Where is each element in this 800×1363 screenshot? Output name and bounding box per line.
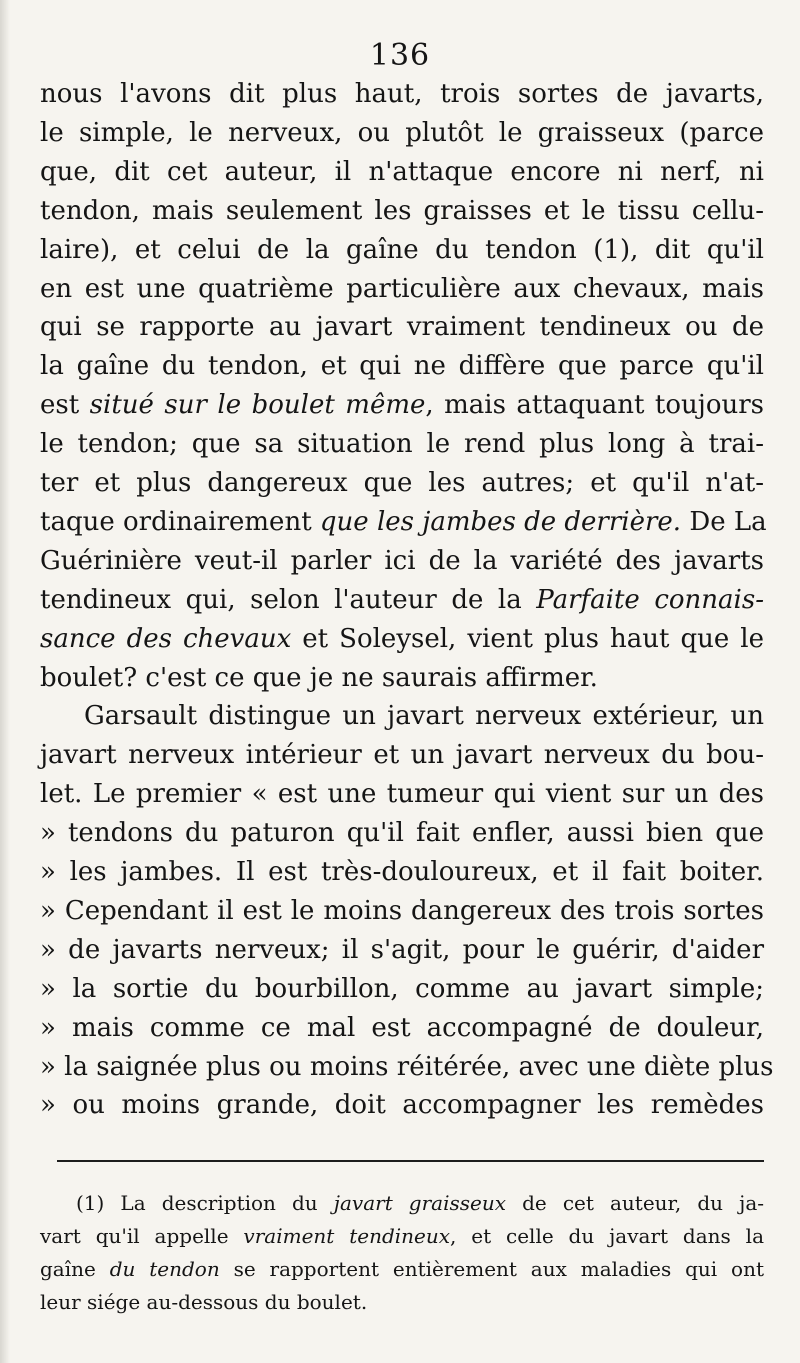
text-line (40, 582, 764, 618)
text-line: qui se rapporte au javart vraiment tendineux ou de (40, 312, 764, 343)
text-line: javart nerveux intérieur et un javart nerveux du bou- (40, 740, 764, 771)
text-segment: se rapportent entièrement aux maladies qui ont (219, 1257, 764, 1281)
text-line: » mais comme ce mal est accompagné de douleur, (40, 1012, 764, 1043)
text-segment: , et celle du javart dans la (450, 1224, 764, 1248)
text-line: la gaîne du tendon, et qui ne diffère que parce qu'il (40, 351, 764, 382)
text-line: que, dit cet auteur, il n'attaque encore ni nerf, ni (40, 156, 764, 187)
text-segment: est (40, 390, 90, 421)
text-line: en est une quatrième particulière aux chevaux, mais (40, 273, 764, 304)
text-line (40, 504, 767, 540)
text-line: » la sortie du bourbillon, comme au javart simple; (40, 973, 764, 1004)
text-line: boulet? c'est ce que je ne saurais affirmer. (40, 662, 598, 693)
italic-text: situé sur le boulet même (89, 390, 426, 421)
text-line: let. Le premier « est une tumeur qui vient sur un des (40, 779, 764, 810)
text-segment: vart qu'il appelle (40, 1224, 244, 1248)
text-line: » la saignée plus ou moins réitérée, avec une diète plus (40, 1051, 774, 1082)
text-line: » les jambes. Il est très-douloureux, et il fait boiter. (40, 857, 764, 887)
text-line: ter et plus dangereux que les autres; et qu'il n'at- (40, 468, 764, 498)
text-line: Guérinière veut-il parler ici de la variété des javarts (40, 545, 764, 576)
text-line: » Cependant il est le moins dangereux des trois sortes (40, 895, 764, 926)
text-line: le tendon; que sa situation le rend plus long à trai- (40, 429, 764, 460)
text-line: tendon, mais seulement les graisses et le tissu cellu- (40, 195, 764, 226)
text-segment: De La (681, 506, 767, 537)
text-line: » tendons du paturon qu'il fait enfler, aussi bien que (40, 818, 764, 849)
footnote-separator-rule (57, 1160, 764, 1162)
page-edge-shadow (0, 0, 10, 1363)
text-segment: de cet auteur, du ja- (506, 1191, 765, 1215)
footnote-line (40, 1221, 764, 1251)
italic-text: javart graisseux (333, 1191, 507, 1215)
text-line: » de javarts nerveux; il s'agit, pour le guérir, d'aider (40, 934, 764, 965)
text-segment: (1) La description du (76, 1191, 334, 1215)
text-line: » ou moins grande, doit accompagner les remèdes (40, 1090, 764, 1121)
text-line: le simple, le nerveux, ou plutôt le graisseux (parce (40, 117, 764, 148)
footnote-line (76, 1188, 764, 1218)
italic-text: du tendon (109, 1257, 220, 1281)
italic-text: Parfaite connais- (536, 584, 764, 615)
page-number: 136 (369, 38, 431, 73)
italic-text: que les jambes de derrière. (319, 506, 682, 537)
text-line (40, 387, 764, 423)
text-segment: tendineux qui, selon l'auteur de la (40, 584, 537, 615)
text-line (40, 621, 764, 657)
text-segment: , mais attaquant toujours (425, 390, 764, 421)
italic-text: sance des chevaux (40, 623, 292, 654)
footnote-line (40, 1254, 764, 1284)
text-segment: gaîne (40, 1257, 110, 1281)
text-segment: taque ordinairement (40, 506, 320, 537)
text-line: Garsault distingue un javart nerveux extérieur, un (84, 701, 764, 732)
footnote-line: leur siége au-dessous du boulet. (40, 1290, 368, 1314)
italic-text: vraiment tendineux (243, 1224, 451, 1248)
text-segment: et Soleysel, vient plus haut que le (291, 623, 765, 654)
text-line: laire), et celui de la gaîne du tendon (1), dit qu'il (40, 234, 764, 265)
text-line: nous l'avons dit plus haut, trois sortes de javarts, (40, 79, 764, 109)
